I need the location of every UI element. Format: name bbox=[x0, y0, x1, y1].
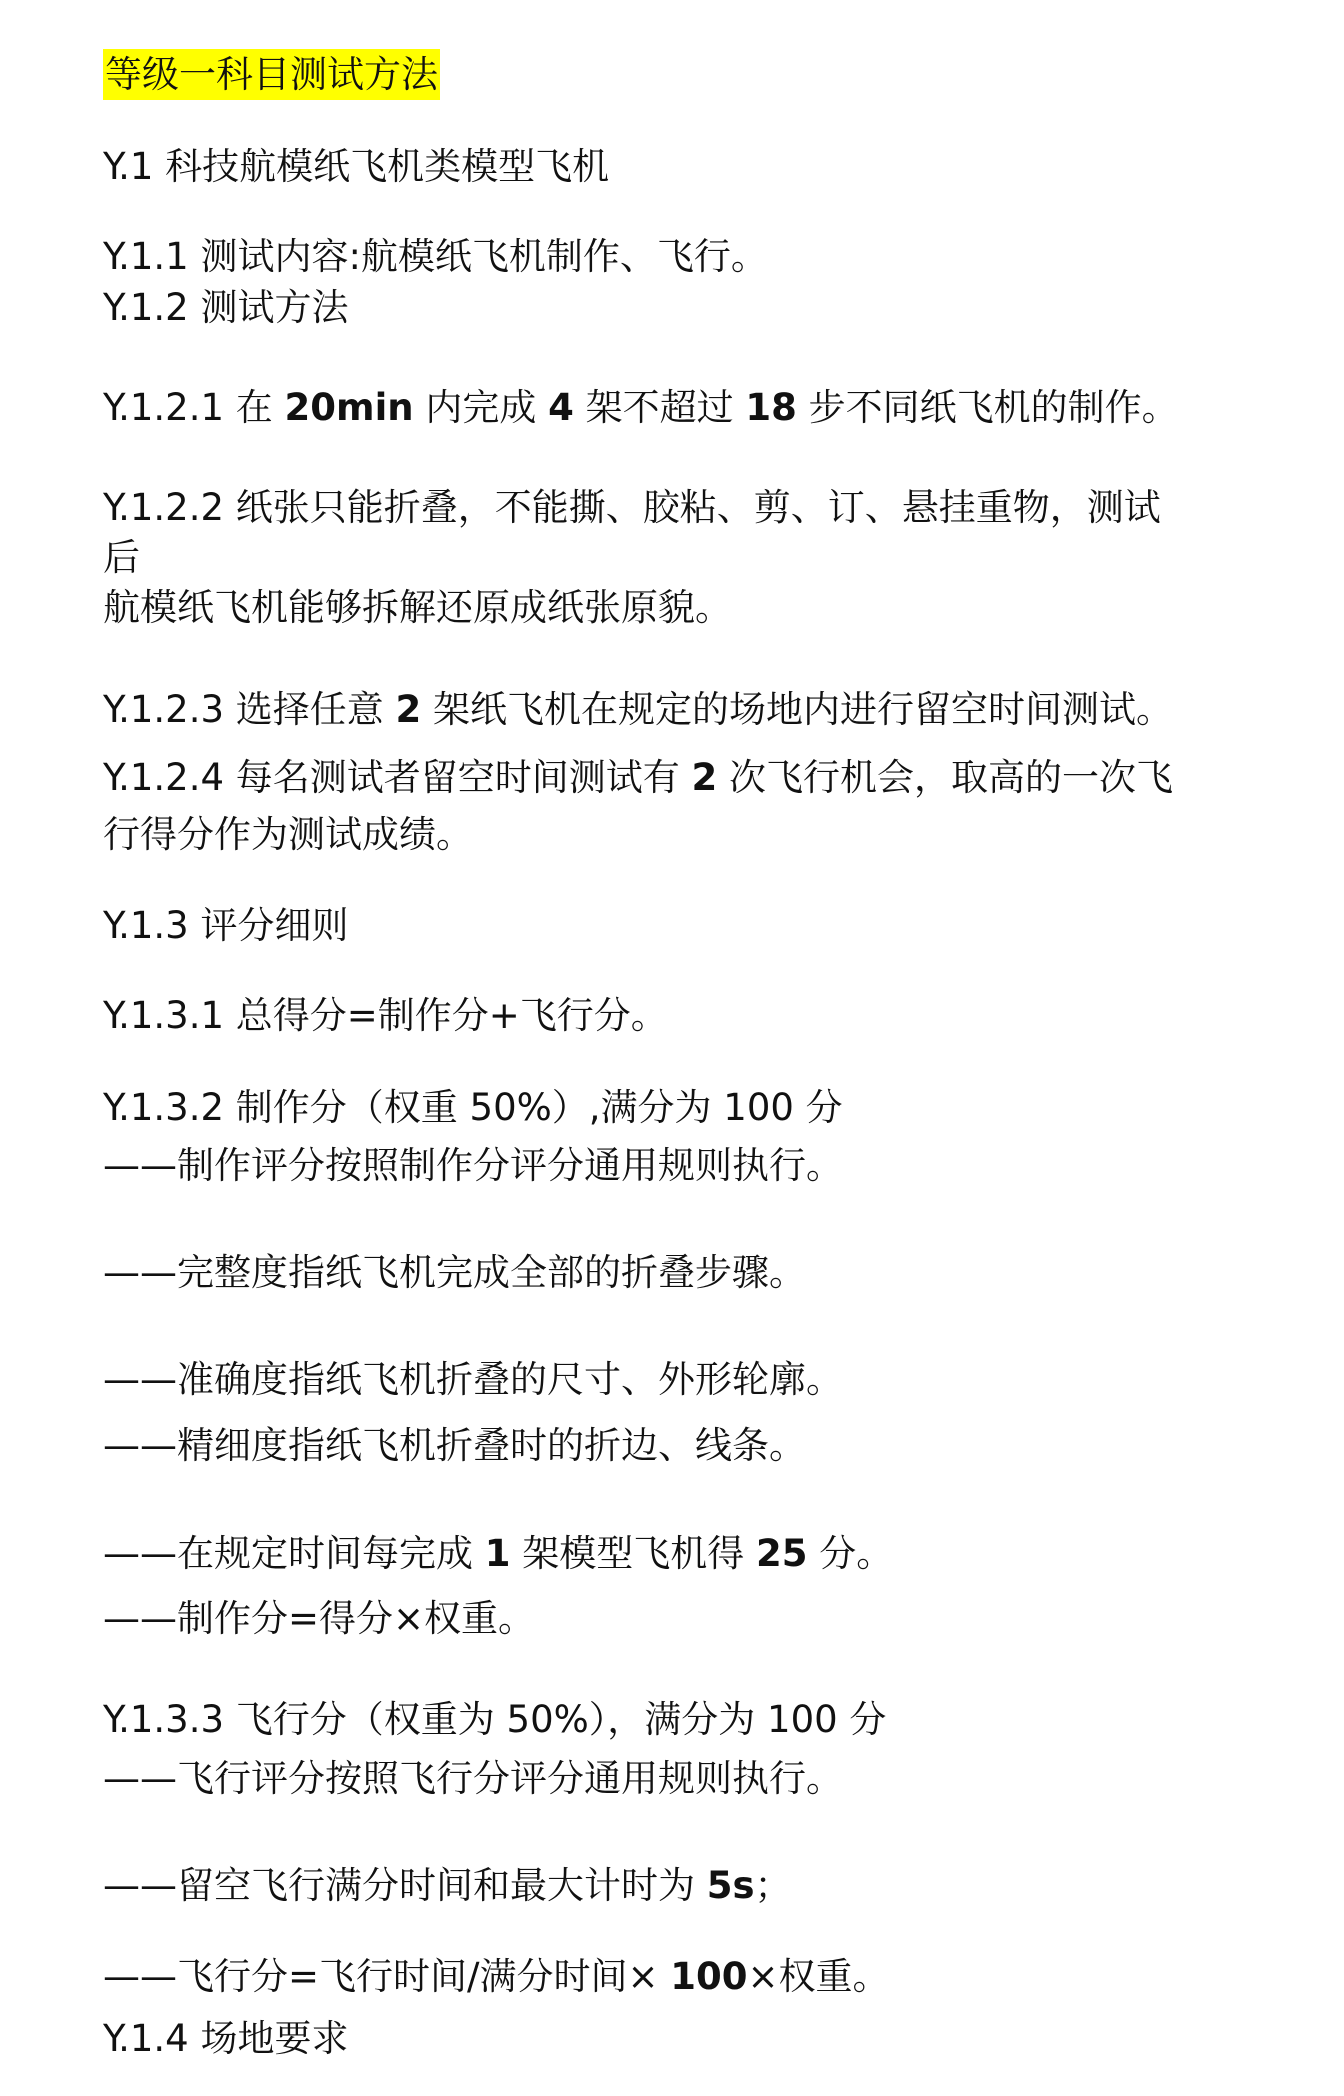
section-y1-3: Y.1.3 评分细则 bbox=[103, 904, 349, 947]
clause-y1-2: Y.1.2 测试方法 bbox=[103, 286, 349, 329]
dash-item: ——制作评分按照制作分评分通用规则执行。 bbox=[103, 1144, 843, 1187]
dash-item: ——完整度指纸飞机完成全部的折叠步骤。 bbox=[103, 1251, 806, 1294]
clause-y1-3-2: Y.1.3.2 制作分（权重 50%）,满分为 100 分 bbox=[103, 1086, 843, 1129]
heading-highlight: 等级一科目测试方法 bbox=[103, 49, 440, 100]
clause-y1-2-1: Y.1.2.1 在 20min 内完成 4 架不超过 18 步不同纸飞机的制作。 bbox=[103, 386, 1179, 429]
section-y1-4: Y.1.4 场地要求 bbox=[103, 2017, 349, 2060]
clause-y1-3-1: Y.1.3.1 总得分=制作分+飞行分。 bbox=[103, 994, 668, 1037]
clause-y1-2-3: Y.1.2.3 选择任意 2 架纸飞机在规定的场地内进行留空时间测试。 bbox=[103, 688, 1174, 731]
clause-y1-2-2: Y.1.2.2 纸张只能折叠，不能撕、胶粘、剪、订、悬挂重物，测试 bbox=[103, 486, 1161, 529]
clause-y1-2-4: Y.1.2.4 每名测试者留空时间测试有 2 次飞行机会，取高的一次飞 bbox=[103, 756, 1174, 799]
dash-item: ——飞行评分按照飞行分评分通用规则执行。 bbox=[103, 1757, 843, 1800]
dash-item: ——准确度指纸飞机折叠的尺寸、外形轮廓。 bbox=[103, 1358, 843, 1401]
dash-item: ——制作分=得分×权重。 bbox=[103, 1597, 536, 1640]
dash-item: ——飞行分=飞行时间/满分时间× 100×权重。 bbox=[103, 1955, 890, 1998]
dash-item: ——精细度指纸飞机折叠时的折边、线条。 bbox=[103, 1424, 806, 1467]
clause-y1-2-2-cont: 后 bbox=[103, 536, 140, 579]
section-y1: Y.1 科技航模纸飞机类模型飞机 bbox=[103, 145, 610, 188]
clause-y1-2-2-cont2: 航模纸飞机能够拆解还原成纸张原貌。 bbox=[103, 586, 732, 629]
clause-y1-3-3: Y.1.3.3 飞行分（权重为 50%），满分为 100 分 bbox=[103, 1698, 887, 1741]
doc-heading bbox=[103, 52, 440, 98]
clause-y1-1: Y.1.1 测试内容:航模纸飞机制作、飞行。 bbox=[103, 235, 768, 278]
clause-y1-2-4-cont: 行得分作为测试成绩。 bbox=[103, 813, 473, 856]
dash-item: ——在规定时间每完成 1 架模型飞机得 25 分。 bbox=[103, 1532, 894, 1575]
dash-item: ——留空飞行满分时间和最大计时为 5s； bbox=[103, 1864, 792, 1907]
